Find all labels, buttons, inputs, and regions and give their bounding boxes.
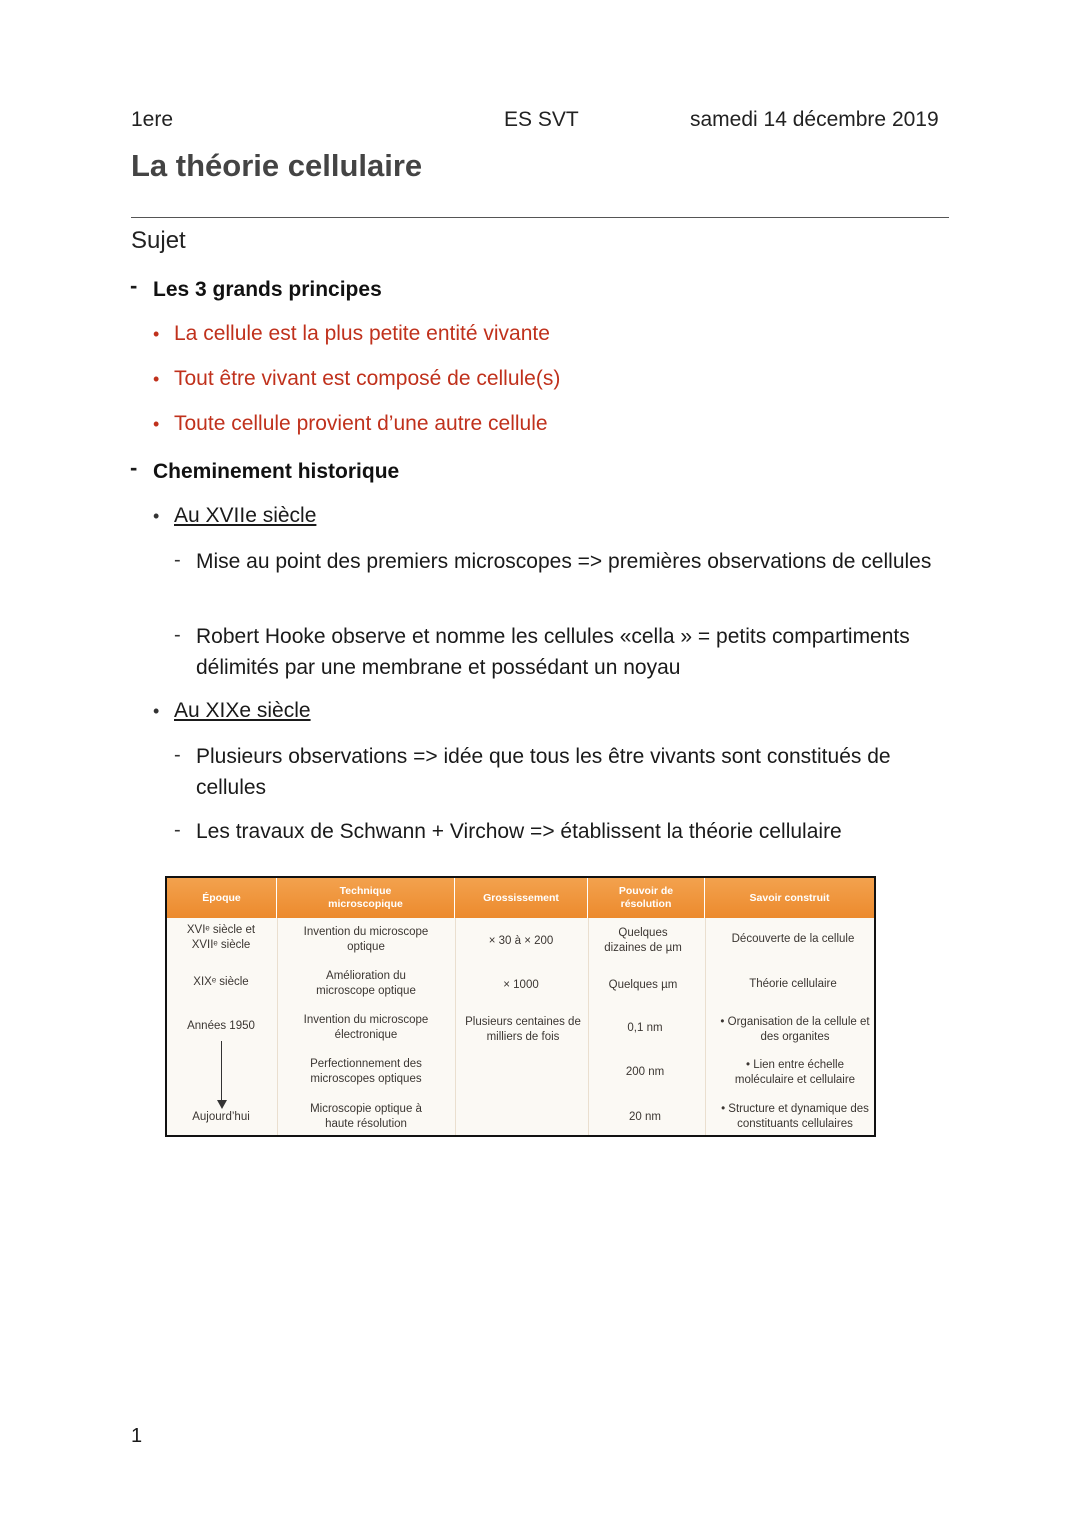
table-cell: Quelques µm — [608, 979, 678, 991]
principle-item: Tout être vivant est composé de cellule(s) — [174, 367, 561, 390]
dash-icon: - — [174, 744, 181, 766]
table-cell: • Organisation de la cellule et des organites — [720, 1016, 870, 1043]
table-cell: Aujourd’hui — [192, 1111, 250, 1123]
principle-item: Toute cellule provient d’une autre cellule — [174, 412, 548, 435]
page-title: La théorie cellulaire — [131, 148, 423, 183]
table-cell: × 1000 — [503, 979, 539, 991]
bullet-icon: • — [153, 414, 160, 434]
dash-icon: - — [130, 273, 138, 298]
principle-item: La cellule est la plus petite entité vivante — [174, 322, 550, 345]
table-cell: Microscopie optique à haute résolution — [310, 1103, 422, 1130]
table-cell: Perfectionnement des microscopes optiques — [310, 1058, 422, 1085]
bullet-icon: • — [153, 324, 160, 344]
section-heading-principles: Les 3 grands principes — [153, 278, 382, 301]
table-header-row — [167, 878, 874, 918]
arrow-down-icon — [217, 1100, 227, 1109]
column-divider — [705, 918, 706, 1135]
table-header-cell: Époque — [167, 878, 277, 918]
table-cell: Invention du microscope électronique — [303, 1014, 429, 1041]
dash-icon: - — [174, 549, 181, 571]
timeline-arrow — [221, 1041, 222, 1103]
table-header-cell: Pouvoir de résolution — [588, 878, 705, 918]
table-cell: XVIᵉ siècle et XVIIᵉ siècle — [186, 924, 256, 951]
history-point: Robert Hooke observe et nomme les cellules «cella » = petits compartiments délimités par une membrane et possédant un noyau — [196, 625, 910, 679]
table-header-cell: Technique microscopique — [277, 878, 455, 918]
table-cell: Découverte de la cellule — [731, 933, 855, 945]
bullet-icon: • — [153, 369, 160, 389]
period-label-19th: Au XIXe siècle — [174, 699, 311, 722]
table-cell: XIXᵉ siècle — [193, 976, 249, 988]
table-header-cell: Grossissement — [455, 878, 588, 918]
table-cell: Plusieurs centaines de milliers de fois — [465, 1016, 581, 1043]
bullet-icon: • — [153, 506, 160, 526]
table-cell: Amélioration du microscope optique — [316, 970, 416, 997]
table-header-cell: Savoir construit — [749, 891, 830, 904]
table-cell: Théorie cellulaire — [749, 978, 837, 990]
table-cell: Quelques dizaines de µm — [604, 927, 682, 954]
section-label: Sujet — [131, 227, 186, 254]
column-divider — [277, 918, 278, 1135]
period-label-17th: Au XVIIe siècle — [174, 504, 317, 527]
history-point: Mise au point des premiers microscopes => premières observations de cellules — [196, 550, 932, 573]
table-cell: Années 1950 — [187, 1020, 255, 1032]
header-level: 1ere — [131, 108, 174, 131]
bullet-icon: • — [153, 701, 160, 721]
dash-icon: - — [130, 455, 138, 480]
dash-icon: - — [174, 624, 181, 646]
header-subject: ES SVT — [504, 108, 579, 131]
table-cell: • Structure et dynamique des constituants cellulaires — [721, 1103, 869, 1130]
section-heading-history: Cheminement historique — [153, 460, 400, 483]
microscopy-history-table — [165, 876, 876, 1137]
table-cell: 200 nm — [625, 1066, 665, 1078]
history-point: Plusieurs observations => idée que tous les être vivants sont constitués de cellules — [196, 745, 891, 799]
title-divider — [131, 217, 949, 218]
history-point: Les travaux de Schwann + Virchow => établissent la théorie cellulaire — [196, 820, 842, 843]
table-cell: • Lien entre échelle moléculaire et cellulaire — [734, 1059, 856, 1086]
table-cell: Invention du microscope optique — [303, 926, 429, 953]
page-number: 1 — [131, 1425, 143, 1447]
table-cell: × 30 à × 200 — [488, 935, 554, 947]
table-cell: 20 nm — [629, 1111, 661, 1123]
column-divider — [455, 918, 456, 1135]
table-cell: 0,1 nm — [627, 1022, 663, 1034]
dash-icon: - — [174, 819, 181, 841]
column-divider — [588, 918, 589, 1135]
header-date: samedi 14 décembre 2019 — [690, 108, 939, 131]
